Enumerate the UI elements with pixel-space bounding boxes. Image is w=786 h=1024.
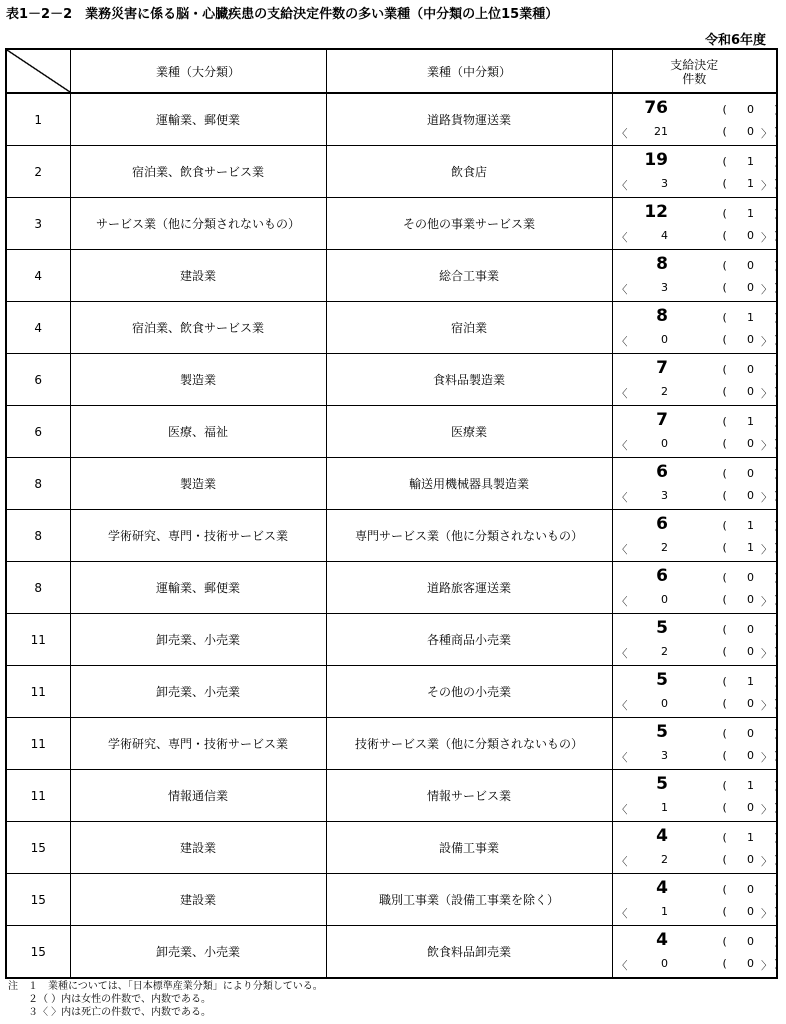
open-paren: ( bbox=[722, 697, 727, 710]
header-middle-category: 業種（中分類） bbox=[326, 49, 612, 93]
major-category-cell: 製造業 bbox=[70, 458, 326, 510]
middle-category-cell: 飲食店 bbox=[326, 146, 612, 198]
total-count: 8 bbox=[656, 306, 668, 326]
female-count-group bbox=[723, 467, 779, 480]
close-angle-bracket: 〉 bbox=[761, 907, 772, 920]
total-count: 6 bbox=[656, 462, 668, 482]
close-paren: ) bbox=[774, 801, 779, 814]
count-cell bbox=[612, 458, 777, 510]
table-row bbox=[6, 718, 777, 770]
female-count: 0 bbox=[747, 103, 754, 116]
female-count: 0 bbox=[747, 623, 754, 636]
rank-cell: 11 bbox=[6, 614, 70, 666]
major-category-cell: 医療、福祉 bbox=[70, 406, 326, 458]
header-count bbox=[612, 49, 777, 93]
death-female-count: 0 bbox=[747, 437, 754, 450]
middle-category-cell: その他の事業サービス業 bbox=[326, 198, 612, 250]
close-paren: ) bbox=[774, 541, 779, 554]
middle-category-cell: その他の小売業 bbox=[326, 666, 612, 718]
close-paren: ) bbox=[774, 177, 779, 190]
close-paren: ) bbox=[774, 155, 779, 168]
female-count-group bbox=[723, 935, 779, 948]
open-paren: ( bbox=[722, 623, 727, 636]
close-paren: ) bbox=[774, 437, 779, 450]
open-angle-bracket: 〈 bbox=[616, 491, 628, 504]
middle-category-cell: 飲食料品卸売業 bbox=[326, 926, 612, 979]
female-count-group bbox=[723, 727, 779, 740]
open-paren: ( bbox=[722, 281, 727, 294]
middle-category-cell: 情報サービス業 bbox=[326, 770, 612, 822]
total-count: 4 bbox=[656, 826, 668, 846]
death-count: 2 bbox=[661, 645, 668, 658]
total-count: 5 bbox=[656, 722, 668, 742]
female-count: 1 bbox=[747, 207, 754, 220]
open-angle-bracket: 〈 bbox=[616, 699, 628, 712]
count-cell bbox=[612, 302, 777, 354]
female-count-group bbox=[723, 103, 779, 116]
death-count: 3 bbox=[661, 281, 668, 294]
table-row bbox=[6, 770, 777, 822]
total-count: 6 bbox=[656, 566, 668, 586]
close-paren: ) bbox=[774, 519, 779, 532]
rank-cell: 8 bbox=[6, 510, 70, 562]
open-paren: ( bbox=[722, 905, 727, 918]
major-category-cell: 運輸業、郵便業 bbox=[70, 562, 326, 614]
open-angle-bracket: 〈 bbox=[616, 231, 628, 244]
total-count: 8 bbox=[656, 254, 668, 274]
open-paren: ( bbox=[722, 593, 727, 606]
open-angle-bracket: 〈 bbox=[616, 335, 628, 348]
open-paren: ( bbox=[722, 177, 727, 190]
female-count: 0 bbox=[747, 363, 754, 376]
count-cell bbox=[612, 666, 777, 718]
close-paren: ) bbox=[774, 623, 779, 636]
open-paren: ( bbox=[722, 229, 727, 242]
female-count-group bbox=[723, 311, 779, 324]
major-category-cell: 宿泊業、飲食サービス業 bbox=[70, 302, 326, 354]
female-count-group bbox=[723, 363, 779, 376]
close-paren: ) bbox=[774, 467, 779, 480]
death-count: 0 bbox=[661, 697, 668, 710]
count-cell bbox=[612, 354, 777, 406]
female-count-group bbox=[723, 571, 779, 584]
close-angle-bracket: 〉 bbox=[761, 803, 772, 816]
open-paren: ( bbox=[722, 103, 727, 116]
table-row bbox=[6, 926, 777, 979]
rank-cell: 8 bbox=[6, 458, 70, 510]
close-angle-bracket: 〉 bbox=[761, 231, 772, 244]
close-angle-bracket: 〉 bbox=[761, 127, 772, 140]
death-female-count: 0 bbox=[747, 853, 754, 866]
female-count: 1 bbox=[747, 155, 754, 168]
diagonal-corner-cell bbox=[6, 49, 70, 93]
close-paren: ) bbox=[774, 125, 779, 138]
table-row bbox=[6, 666, 777, 718]
female-count-group bbox=[723, 883, 779, 896]
open-angle-bracket: 〈 bbox=[616, 959, 628, 972]
open-paren: ( bbox=[722, 749, 727, 762]
middle-category-cell: 専門サービス業（他に分類されないもの） bbox=[326, 510, 612, 562]
open-angle-bracket: 〈 bbox=[616, 595, 628, 608]
close-paren: ) bbox=[774, 281, 779, 294]
count-cell bbox=[612, 874, 777, 926]
female-count-group bbox=[723, 831, 779, 844]
major-category-cell: 建設業 bbox=[70, 822, 326, 874]
rank-cell: 15 bbox=[6, 926, 70, 979]
close-paren: ) bbox=[774, 333, 779, 346]
death-count: 4 bbox=[661, 229, 668, 242]
total-count: 76 bbox=[644, 98, 668, 118]
table-row bbox=[6, 562, 777, 614]
close-angle-bracket: 〉 bbox=[761, 387, 772, 400]
table-row bbox=[6, 458, 777, 510]
middle-category-cell: 職別工事業（設備工事業を除く） bbox=[326, 874, 612, 926]
total-count: 7 bbox=[656, 358, 668, 378]
count-cell bbox=[612, 198, 777, 250]
middle-category-cell: 各種商品小売業 bbox=[326, 614, 612, 666]
close-paren: ) bbox=[774, 831, 779, 844]
middle-category-cell: 技術サービス業（他に分類されないもの） bbox=[326, 718, 612, 770]
female-count: 1 bbox=[747, 311, 754, 324]
total-count: 12 bbox=[644, 202, 668, 222]
close-angle-bracket: 〉 bbox=[761, 595, 772, 608]
close-paren: ) bbox=[774, 593, 779, 606]
count-cell bbox=[612, 770, 777, 822]
total-count: 4 bbox=[656, 878, 668, 898]
death-count: 1 bbox=[661, 801, 668, 814]
female-count-group bbox=[723, 259, 779, 272]
count-cell bbox=[612, 822, 777, 874]
death-count: 0 bbox=[661, 437, 668, 450]
close-paren: ) bbox=[774, 779, 779, 792]
female-count-group bbox=[723, 519, 779, 532]
open-angle-bracket: 〈 bbox=[616, 855, 628, 868]
rank-cell: 11 bbox=[6, 718, 70, 770]
open-angle-bracket: 〈 bbox=[616, 803, 628, 816]
rank-cell: 15 bbox=[6, 874, 70, 926]
close-angle-bracket: 〉 bbox=[761, 491, 772, 504]
middle-category-cell: 医療業 bbox=[326, 406, 612, 458]
major-category-cell: 卸売業、小売業 bbox=[70, 926, 326, 979]
footnotes bbox=[8, 980, 323, 1019]
open-angle-bracket: 〈 bbox=[616, 439, 628, 452]
footnote-1: 注 １ 業種については、「日本標準産業分類」により分類している。 bbox=[8, 981, 323, 992]
major-category-cell: 情報通信業 bbox=[70, 770, 326, 822]
table-row bbox=[6, 614, 777, 666]
close-angle-bracket: 〉 bbox=[761, 335, 772, 348]
table-row bbox=[6, 302, 777, 354]
rank-cell: 3 bbox=[6, 198, 70, 250]
open-paren: ( bbox=[722, 259, 727, 272]
close-paren: ) bbox=[774, 749, 779, 762]
rank-cell: 6 bbox=[6, 406, 70, 458]
death-female-count: 1 bbox=[747, 177, 754, 190]
footnote-2: ２（ ）内は女性の件数で、内数である。 bbox=[28, 994, 211, 1005]
footnote-3: ３〈 〉内は死亡の件数で、内数である。 bbox=[28, 1007, 211, 1018]
header-count-line2: 件数 bbox=[682, 72, 707, 86]
death-count: 1 bbox=[661, 905, 668, 918]
open-paren: ( bbox=[722, 645, 727, 658]
female-count: 1 bbox=[747, 831, 754, 844]
close-paren: ) bbox=[774, 363, 779, 376]
major-category-cell: 運輸業、郵便業 bbox=[70, 93, 326, 146]
death-female-count: 0 bbox=[747, 749, 754, 762]
close-paren: ) bbox=[774, 697, 779, 710]
close-paren: ) bbox=[774, 385, 779, 398]
death-female-count: 0 bbox=[747, 645, 754, 658]
death-count: 0 bbox=[661, 957, 668, 970]
rank-cell: 15 bbox=[6, 822, 70, 874]
middle-category-cell: 道路貨物運送業 bbox=[326, 93, 612, 146]
death-count: 2 bbox=[661, 541, 668, 554]
close-paren: ) bbox=[774, 489, 779, 502]
open-paren: ( bbox=[722, 957, 727, 970]
table-title: 表1－2－2 業務災害に係る脳・心臓疾患の支給決定件数の多い業種（中分類の上位15業種） bbox=[6, 7, 559, 22]
death-female-count: 0 bbox=[747, 957, 754, 970]
female-count: 1 bbox=[747, 779, 754, 792]
close-angle-bracket: 〉 bbox=[761, 439, 772, 452]
close-paren: ) bbox=[774, 935, 779, 948]
total-count: 5 bbox=[656, 774, 668, 794]
female-count: 0 bbox=[747, 935, 754, 948]
close-paren: ) bbox=[774, 415, 779, 428]
count-cell bbox=[612, 718, 777, 770]
death-count: 0 bbox=[661, 333, 668, 346]
table-row bbox=[6, 146, 777, 198]
close-angle-bracket: 〉 bbox=[761, 647, 772, 660]
middle-category-cell: 設備工事業 bbox=[326, 822, 612, 874]
rank-cell: 11 bbox=[6, 770, 70, 822]
count-cell bbox=[612, 93, 777, 146]
female-count: 0 bbox=[747, 571, 754, 584]
open-paren: ( bbox=[722, 883, 727, 896]
death-female-count: 0 bbox=[747, 697, 754, 710]
female-count: 1 bbox=[747, 415, 754, 428]
open-paren: ( bbox=[722, 801, 727, 814]
death-female-count: 1 bbox=[747, 541, 754, 554]
table-row bbox=[6, 354, 777, 406]
major-category-cell: 製造業 bbox=[70, 354, 326, 406]
open-paren: ( bbox=[722, 489, 727, 502]
rank-cell: 6 bbox=[6, 354, 70, 406]
major-category-cell: 宿泊業、飲食サービス業 bbox=[70, 146, 326, 198]
count-cell bbox=[612, 926, 777, 979]
rank-cell: 2 bbox=[6, 146, 70, 198]
open-paren: ( bbox=[722, 675, 727, 688]
major-category-cell: 卸売業、小売業 bbox=[70, 666, 326, 718]
major-category-cell: 卸売業、小売業 bbox=[70, 614, 326, 666]
table-row bbox=[6, 198, 777, 250]
open-paren: ( bbox=[722, 125, 727, 138]
major-category-cell: サービス業（他に分類されないもの） bbox=[70, 198, 326, 250]
open-paren: ( bbox=[722, 467, 727, 480]
middle-category-cell: 輸送用機械器具製造業 bbox=[326, 458, 612, 510]
close-angle-bracket: 〉 bbox=[761, 959, 772, 972]
open-angle-bracket: 〈 bbox=[616, 751, 628, 764]
close-paren: ) bbox=[774, 905, 779, 918]
count-cell bbox=[612, 146, 777, 198]
total-count: 19 bbox=[644, 150, 668, 170]
table-row bbox=[6, 874, 777, 926]
open-paren: ( bbox=[722, 333, 727, 346]
open-angle-bracket: 〈 bbox=[616, 127, 628, 140]
open-paren: ( bbox=[722, 571, 727, 584]
rank-cell: 11 bbox=[6, 666, 70, 718]
close-paren: ) bbox=[774, 103, 779, 116]
female-count-group bbox=[723, 155, 779, 168]
middle-category-cell: 食料品製造業 bbox=[326, 354, 612, 406]
count-cell bbox=[612, 562, 777, 614]
death-female-count: 0 bbox=[747, 385, 754, 398]
death-count: 2 bbox=[661, 853, 668, 866]
rank-cell: 1 bbox=[6, 93, 70, 146]
open-angle-bracket: 〈 bbox=[616, 387, 628, 400]
middle-category-cell: 総合工事業 bbox=[326, 250, 612, 302]
death-female-count: 0 bbox=[747, 489, 754, 502]
rank-cell: 4 bbox=[6, 250, 70, 302]
death-female-count: 0 bbox=[747, 281, 754, 294]
close-paren: ) bbox=[774, 311, 779, 324]
total-count: 5 bbox=[656, 618, 668, 638]
close-paren: ) bbox=[774, 727, 779, 740]
open-paren: ( bbox=[722, 415, 727, 428]
header-count-line1: 支給決定 bbox=[670, 58, 719, 72]
close-paren: ) bbox=[774, 571, 779, 584]
death-female-count: 0 bbox=[747, 333, 754, 346]
open-paren: ( bbox=[722, 727, 727, 740]
open-angle-bracket: 〈 bbox=[616, 907, 628, 920]
major-category-cell: 学術研究、専門・技術サービス業 bbox=[70, 718, 326, 770]
female-count-group bbox=[723, 675, 779, 688]
rank-cell: 8 bbox=[6, 562, 70, 614]
middle-category-cell: 宿泊業 bbox=[326, 302, 612, 354]
table-row bbox=[6, 93, 777, 146]
open-angle-bracket: 〈 bbox=[616, 283, 628, 296]
close-paren: ) bbox=[774, 883, 779, 896]
count-cell bbox=[612, 406, 777, 458]
open-paren: ( bbox=[722, 519, 727, 532]
open-paren: ( bbox=[722, 155, 727, 168]
female-count: 1 bbox=[747, 519, 754, 532]
header-major-category: 業種（大分類） bbox=[70, 49, 326, 93]
death-count: 3 bbox=[661, 749, 668, 762]
close-paren: ) bbox=[774, 229, 779, 242]
close-paren: ) bbox=[774, 645, 779, 658]
open-paren: ( bbox=[722, 363, 727, 376]
open-paren: ( bbox=[722, 935, 727, 948]
death-female-count: 0 bbox=[747, 229, 754, 242]
middle-category-cell: 道路旅客運送業 bbox=[326, 562, 612, 614]
female-count: 1 bbox=[747, 675, 754, 688]
death-count: 0 bbox=[661, 593, 668, 606]
close-angle-bracket: 〉 bbox=[761, 751, 772, 764]
total-count: 4 bbox=[656, 930, 668, 950]
open-paren: ( bbox=[722, 831, 727, 844]
close-angle-bracket: 〉 bbox=[761, 283, 772, 296]
close-paren: ) bbox=[774, 207, 779, 220]
female-count: 0 bbox=[747, 259, 754, 272]
open-paren: ( bbox=[722, 853, 727, 866]
female-count-group bbox=[723, 207, 779, 220]
open-angle-bracket: 〈 bbox=[616, 179, 628, 192]
open-paren: ( bbox=[722, 437, 727, 450]
total-count: 5 bbox=[656, 670, 668, 690]
table-row bbox=[6, 406, 777, 458]
table-row bbox=[6, 250, 777, 302]
death-female-count: 0 bbox=[747, 801, 754, 814]
death-female-count: 0 bbox=[747, 125, 754, 138]
major-category-cell: 建設業 bbox=[70, 874, 326, 926]
female-count: 0 bbox=[747, 467, 754, 480]
death-count: 21 bbox=[654, 125, 668, 138]
female-count: 0 bbox=[747, 883, 754, 896]
female-count-group bbox=[723, 623, 779, 636]
table-row bbox=[6, 510, 777, 562]
open-paren: ( bbox=[722, 207, 727, 220]
industry-table bbox=[5, 48, 778, 979]
total-count: 6 bbox=[656, 514, 668, 534]
count-cell bbox=[612, 510, 777, 562]
close-angle-bracket: 〉 bbox=[761, 179, 772, 192]
close-angle-bracket: 〉 bbox=[761, 699, 772, 712]
open-angle-bracket: 〈 bbox=[616, 543, 628, 556]
open-angle-bracket: 〈 bbox=[616, 647, 628, 660]
death-count: 2 bbox=[661, 385, 668, 398]
header-row bbox=[6, 49, 777, 93]
female-count: 0 bbox=[747, 727, 754, 740]
close-angle-bracket: 〉 bbox=[761, 543, 772, 556]
open-paren: ( bbox=[722, 385, 727, 398]
rank-cell: 4 bbox=[6, 302, 70, 354]
death-count: 3 bbox=[661, 177, 668, 190]
table-row bbox=[6, 822, 777, 874]
close-paren: ) bbox=[774, 259, 779, 272]
open-paren: ( bbox=[722, 779, 727, 792]
open-paren: ( bbox=[722, 311, 727, 324]
close-angle-bracket: 〉 bbox=[761, 855, 772, 868]
count-cell bbox=[612, 250, 777, 302]
close-paren: ) bbox=[774, 957, 779, 970]
close-paren: ) bbox=[774, 675, 779, 688]
close-paren: ) bbox=[774, 853, 779, 866]
death-count: 3 bbox=[661, 489, 668, 502]
total-count: 7 bbox=[656, 410, 668, 430]
death-female-count: 0 bbox=[747, 905, 754, 918]
major-category-cell: 学術研究、専門・技術サービス業 bbox=[70, 510, 326, 562]
open-paren: ( bbox=[722, 541, 727, 554]
major-category-cell: 建設業 bbox=[70, 250, 326, 302]
fiscal-year: 令和6年度 bbox=[704, 33, 766, 48]
female-count-group bbox=[723, 779, 779, 792]
female-count-group bbox=[723, 415, 779, 428]
death-female-count: 0 bbox=[747, 593, 754, 606]
count-cell bbox=[612, 614, 777, 666]
